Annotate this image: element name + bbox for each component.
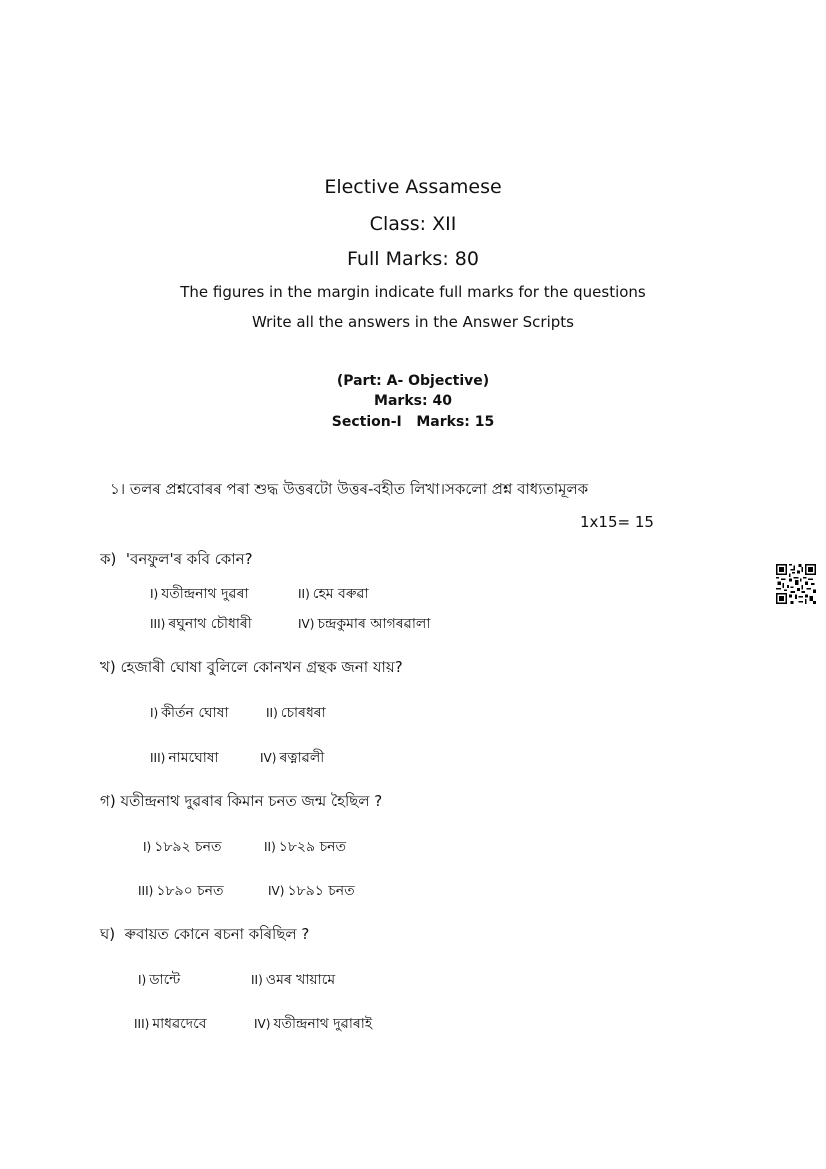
option xyxy=(268,879,355,903)
option-number: IV) xyxy=(268,884,285,898)
option-number: II) xyxy=(266,706,278,720)
option-number: I) xyxy=(150,706,159,720)
option-text: মাধৱদেবে xyxy=(152,1016,207,1032)
option-number: IV) xyxy=(254,1017,271,1031)
subquestion-ka: ক) 'বনফুল'ৰ কবি কোন? xyxy=(100,550,253,568)
option xyxy=(150,612,252,636)
option-text: চন্দ্ৰকুমাৰ আগৰৱালা xyxy=(317,616,431,632)
full-marks-line: Full Marks: 80 xyxy=(347,248,479,270)
subquestion-gha: ঘ) ৰুবায়ত কোনে ৰচনা কৰিছিল ? xyxy=(100,925,310,943)
option xyxy=(251,968,335,992)
option-text: ১৮২৯ চনত xyxy=(278,839,346,855)
option-text: হেম বৰুৱা xyxy=(312,586,369,602)
class-line: Class: XII xyxy=(369,213,457,235)
option xyxy=(150,582,249,606)
option-number: II) xyxy=(264,840,276,854)
option-number: II) xyxy=(298,587,310,601)
option xyxy=(298,612,430,636)
option xyxy=(150,746,219,770)
option-text: চোৰধৰা xyxy=(280,705,326,721)
option-number: IV) xyxy=(260,751,277,765)
option xyxy=(143,835,221,859)
section-line: Section-I Marks: 15 xyxy=(331,414,495,430)
option xyxy=(298,582,369,606)
option xyxy=(266,701,326,725)
option xyxy=(264,835,346,859)
option-number: IV) xyxy=(298,617,315,631)
subject-title: Elective Assamese xyxy=(324,176,502,198)
option xyxy=(254,1012,372,1036)
instruction-margin-marks: The figures in the margin indicate full marks for the questions xyxy=(180,283,646,301)
option xyxy=(138,968,180,992)
option-number: III) xyxy=(138,884,154,898)
option-number: II) xyxy=(251,973,263,987)
option xyxy=(134,1012,207,1036)
subquestion-kha: খ) হেজাৰী ঘোষা বুলিলে কোনখন গ্ৰন্থক জনা যায়? xyxy=(100,658,403,676)
instruction-answer-scripts: Write all the answers in the Answer Scripts xyxy=(252,313,574,331)
option-text: ১৮৯১ চনত xyxy=(287,883,355,899)
option-text: ১৮৯০ চনত xyxy=(156,883,224,899)
qr-code-icon xyxy=(776,564,816,604)
option-number: I) xyxy=(143,840,152,854)
option-text: ডান্টে xyxy=(149,972,181,988)
option xyxy=(260,746,324,770)
option xyxy=(150,701,229,725)
option-number: III) xyxy=(150,751,166,765)
option-number: I) xyxy=(150,587,159,601)
question-1-marks: 1x15= 15 xyxy=(580,513,654,531)
option-text: যতীন্দ্ৰনাথ দুৱৰা xyxy=(161,586,249,602)
option-number: I) xyxy=(138,973,147,987)
option-text: নামঘোষা xyxy=(168,750,219,766)
option-text: ৰত্নাৱলী xyxy=(279,750,325,766)
option xyxy=(138,879,224,903)
option-text: যতীন্দ্ৰনাথ দুৱাৰাই xyxy=(273,1016,373,1032)
part-marks: Marks: 40 xyxy=(374,393,452,409)
part-title: (Part: A- Objective) xyxy=(336,373,490,389)
option-text: ৰঘুনাথ চৌধাৰী xyxy=(168,616,252,632)
question-1-instruction: ১। তলৰ প্ৰশ্নবোৰৰ পৰা শুদ্ধ উত্তৰটো উত্তৰ-বহীত লিখা।সকলো প্ৰশ্ন বাধ্যতামূলক xyxy=(110,480,589,498)
option-text: ১৮৯২ চনত xyxy=(154,839,222,855)
option-text: কীৰ্তন ঘোষা xyxy=(161,705,229,721)
subquestion-ga: গ) যতীন্দ্ৰনাথ দুৱৰাৰ কিমান চনত জন্ম হৈছিল ? xyxy=(100,792,383,810)
option-number: III) xyxy=(150,617,166,631)
option-number: III) xyxy=(134,1017,150,1031)
option-text: ওমৰ খায়ামে xyxy=(265,972,336,988)
